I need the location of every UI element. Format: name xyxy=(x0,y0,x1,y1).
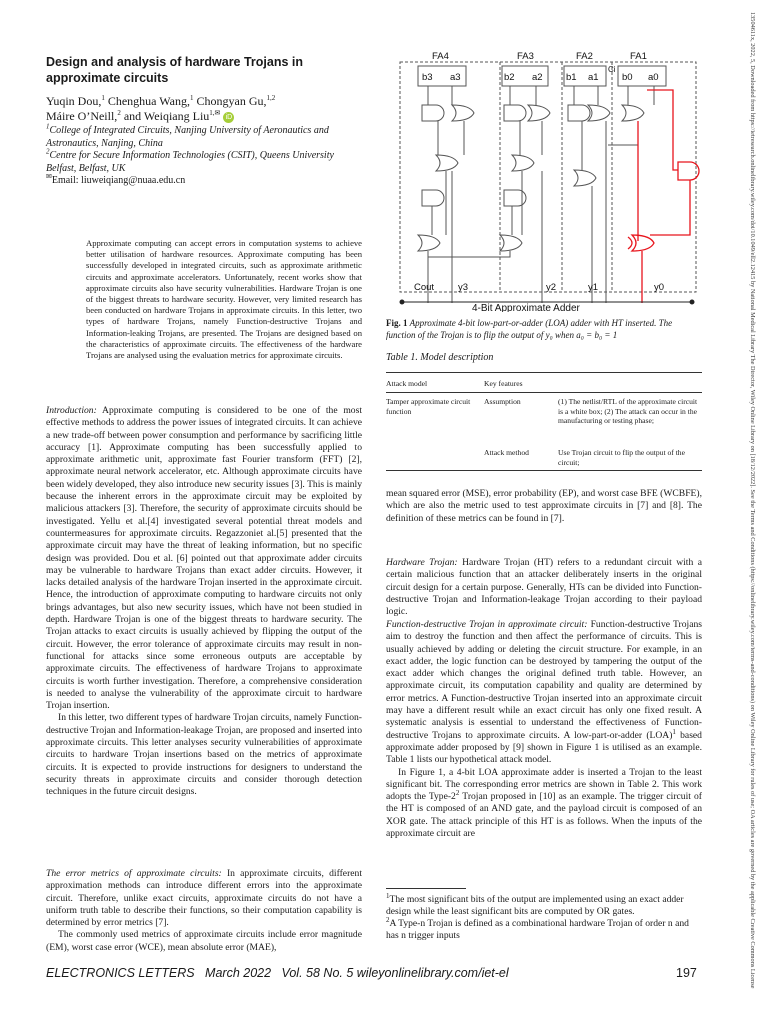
author-wang: Chenghua Wang, xyxy=(104,94,190,108)
input-label: a2 xyxy=(532,72,543,83)
error-metrics-paragraph-2: The commonly used metrics of approximate circuits include error magnitude (EM), worst case error (WCE), mean absolute error (MAE), xyxy=(46,929,362,953)
xor-gate xyxy=(436,155,458,171)
sidebar-text: 13504611x, 2022, 5, Downloaded from https://ietresearch.onlinelibrary.wiley.com/doi/10.1049/ell2.12415 by National Medical Library The Director, Wiley Online Library on [18/12/2022]. See the Terms and Conditions (https://onlinelibrary.wiley.com/terms-and-conditions) on Wiley Online Library for rules of use; OA articles are governed by the applicable Creative Commons License xyxy=(749,12,756,989)
affil-mark: 1 xyxy=(101,94,105,102)
xor-gate xyxy=(512,155,534,171)
section-heading: The error metrics of approximate circuits: xyxy=(46,868,222,879)
affil-mark: 1 xyxy=(189,94,194,102)
footnotes xyxy=(386,891,702,942)
author-dou: Yuqin Dou, xyxy=(46,94,102,108)
email-text[interactable]: Email: liuweiqiang@nuaa.edu.cn xyxy=(51,175,186,186)
footnote-1: $^1$The most significant bits of the output are implemented using an exact adder design while the least significant bits are computed by OR gates. xyxy=(386,891,684,917)
left-column xyxy=(46,405,362,799)
affil-mark: 1,2 xyxy=(266,94,276,102)
trojan-circuit xyxy=(628,90,699,303)
or-gate xyxy=(622,105,644,121)
function-destructive-section: Function-destructive Trojan in approximate circuit: Function-destructive Trojans aim to destroy the function and then affect the performance of circuits. This is usually achieved by adding or deleting the circuit structure. For example, in an exact adder, the logic function can be destroyed by tampering the output of the exact adder which changes the original defined truth table. However, an approximate circuit, its computation capability and quality are determined by error metrics. A Function-destructive Trojan inserted into an approximate circuit may have a different result while an exact circuit has only one fixed result. A systematic analysis is essential to understand the effectiveness of Function-destructive Trojans to approximate circuits. A low-part-or-adder (LOA)$^1$ based approximate adder proposed by [9] shown in Figure 1 is utilised as an example. Table 1 lists our hypothetical attack model. In Figure 1, a 4-bit LOA approximate adder is inserted a Trojan to the least significant bit. The corresponding error metrics are shown in Table 2. This work adopts the Type-$2^2$ Trojan proposed in [10] as an example. The trigger circuit of the HT is composed of an AND gate, and the payload circuit is composed of an XOR gate. The attack principle of this HT is as follows. When the inputs of the approximate circuit are xyxy=(386,619,702,840)
footnote-rule xyxy=(386,888,466,889)
input-label: b3 xyxy=(422,72,433,83)
author-gu: Chongyan Gu, xyxy=(193,94,267,108)
intro-paragraph-2: In this letter, two different types of hardware Trojan circuits, namely Function-destructive Trojan and Information-leakage Trojan, are proposed and inserted into approximate circuits. This letter analyses security vulnerabilities of approximate circuits to hardware Trojan insertions based on the metrics of approximate circuits. It is expected to provide instructions for designers to understand the security threats in approximate circuits and consider thorough detection techniques in the future circuit designs. xyxy=(46,712,362,798)
table-cell: Use Trojan circuit to flip the output of the circuit; xyxy=(558,448,685,467)
adder-label: 4-Bit Approximate Adder xyxy=(472,303,580,312)
xor-gate xyxy=(528,105,550,121)
affil-mark: 1,✉ xyxy=(209,109,221,117)
or-gate xyxy=(418,235,440,251)
xor-gate xyxy=(588,105,610,121)
output-label: y0 xyxy=(654,282,665,293)
input-label: a3 xyxy=(450,72,461,83)
output-label: Cout xyxy=(414,282,435,293)
orcid-icon[interactable]: iD xyxy=(223,112,234,123)
trojan-and-gate xyxy=(655,90,699,180)
and-gate xyxy=(504,190,526,206)
hardware-trojan-paragraph: Hardware Trojan: Hardware Trojan (HT) refers to a redundant circuit with a certain malicious function that an attacker deliberately inserts in the original circuit design for a certain purpose. Generally, HTs can be divided into Function-destructive Trojan and Information-leakage Trojan according to their payload logic. xyxy=(386,557,702,618)
xor-gate xyxy=(452,105,474,121)
fa-label: FA4 xyxy=(432,51,449,62)
figure-caption: Fig. 1 Approximate 4-bit low-part-or-adder (LOA) adder with HT inserted. The function of the Trojan is to flip the output of y₀ when a₀ = b₀ = 1 xyxy=(386,318,673,340)
carry-in-label: Ci xyxy=(608,65,616,74)
and-gate xyxy=(568,105,590,121)
metrics-paragraph: mean squared error (MSE), error probability (EP), and worst case BFE (WCBFE), which are also the metric used to test approximate circuits in [7] and [8]. The definition of these metrics can be found in [7]. xyxy=(386,488,702,524)
author-liu: and Weiqiang Liu xyxy=(120,109,210,123)
and-gate xyxy=(504,105,526,121)
table-cell: Assumption xyxy=(484,397,521,406)
input-label: b0 xyxy=(622,72,633,83)
output-label: y2 xyxy=(546,282,557,293)
abstract: Approximate computing can accept errors in computation systems to achieve better utilisation of hardware resources. Approximate computing has been successfully developed in integrated circuits, such as approximate arithmetic circuits and approximate accelerators. Unfortunately, recent works show that approximate circuits also have security vulnerabilities. Hardware Trojan is one of the biggest threats to hardware security. However, very limited research has been conducted on hardware Trojans in approximate circuits. In this letter, two types of hardware Trojans, namely Function-destructive Trojans and Information-leaking Trojans, are presented. The Trojans are designed based on the characteristics of approximate circuits. The effectiveness of the hardware Trojans are analysed using the evaluation metrics for approximate circuits. xyxy=(86,238,362,361)
fa-label: FA2 xyxy=(576,51,593,62)
intro-paragraph: Introduction: Approximate computing is considered to be one of the most effective methods to address the power issues of integrated circuits. It can achieve a new trade-off between power consumption and performance by sacrificing little accuracy [1]. Approximate computing has been successfully applied to approximate arithmetic unit, approximate fast Fourier transform (FFT) [2], approximate neural network accelerator, etc. Although approximate circuits have been widely developed, they also introduce new security issues [3]. This is mainly because the inherent errors in the approximate circuit may be exploited by malicious attackers [3]. Therefore, the security of approximate circuits should be investigated. Yellu et al.[4] investigated several potential threat models and countermeasures for approximate circuits. Regazzoniet al.[5] presented that the approximate circuit may have the threat of leaking information, but no specific design was provided. Dou et al. [6] pointed out that approximate adder circuits may be vulnerable to hardware Trojans than exact adder circuits. However, it lacks detailed analysis of the hardware Trojan inserted in the approximate circuit. Hence, the introduction of approximate computing to hardware circuits not only brings advantages, but also new security issues, which have not been studied in depth. Hardware Trojan is one of the biggest threats to hardware security. The Trojan attacks to exact circuits is usually achieved by flipping the output of the circuit. However, the error tolerance of approximate circuits may result in non-functional for attacks since some erroneous outputs are acceptable by approximate circuits. The effectiveness of hardware Trojans to approximate circuits is worth further investigation. Therefore, a comprehensive consideration is needed to analyse the vulnerability of the approximate circuit to hardware Trojan insertion. xyxy=(46,405,362,712)
or-gate xyxy=(574,170,596,186)
affiliation-2: $^2$Centre for Secure Information Technologies (CSIT), Queens University Belfast, Belfast, UK xyxy=(46,147,334,174)
table-header-cell: Attack model xyxy=(386,379,428,388)
section-heading: Function-destructive Trojan in approximate circuit: xyxy=(386,619,588,630)
table-cell: (1) The netlist/RTL of the approximate circuit is a white box; (2) The attack can occur in the manufacturing or testing phase; xyxy=(558,397,698,426)
trojan-xor-gate xyxy=(628,237,632,249)
input-label: b1 xyxy=(566,72,577,83)
table-cell: Attack method xyxy=(484,448,529,457)
input-label: a0 xyxy=(648,72,659,83)
download-sidebar xyxy=(744,12,758,1012)
page-number: 197 xyxy=(676,966,697,980)
figure-1-circuit xyxy=(392,50,704,312)
trojan-xor-gate xyxy=(632,235,654,251)
email-line xyxy=(46,172,366,188)
author-oneill: Máire O’Neill, xyxy=(46,109,118,123)
section-heading: Introduction: xyxy=(46,405,97,416)
table-cell: Tamper approximate circuit function xyxy=(386,397,471,416)
fa-label: FA3 xyxy=(517,51,534,62)
fa-label: FA1 xyxy=(630,51,647,62)
output-label: y1 xyxy=(588,282,599,293)
output-label: y3 xyxy=(458,282,469,293)
or-gate xyxy=(500,235,522,251)
error-metrics-paragraph: The error metrics of approximate circuits: In approximate circuits, different approximation methods can introduce different errors into the approximate circuit. Therefore, unlike exact circuits, approximate circuits do not have a uniform truth table to describe their functions, so their computation capability is determined by error metrics [7]. xyxy=(46,868,362,929)
footnote-2: $^2$A Type-n Trojan is defined as a combinational hardware Trojan of order n and has n trigger inputs xyxy=(386,915,689,941)
input-label: a1 xyxy=(588,72,599,83)
and-gate xyxy=(422,105,444,121)
trojan-wire xyxy=(650,180,690,235)
input-label: b2 xyxy=(504,72,515,83)
envelope-icon: ✉ xyxy=(46,172,52,181)
trojan-wire xyxy=(647,90,678,170)
section-heading: Hardware Trojan: xyxy=(386,557,458,568)
author-list xyxy=(46,94,366,124)
affiliation-1: $^1$College of Integrated Circuits, Nanjing University of Aeronautics and Astronautics, Nanjing, China xyxy=(46,122,329,149)
and-gate xyxy=(422,190,444,206)
paper-title: Design and analysis of hardware Trojans in approximate circuits xyxy=(46,55,304,85)
affil-mark: 2 xyxy=(117,109,121,117)
affiliations xyxy=(46,122,366,188)
journal-footer: ELECTRONICS LETTERS March 2022 Vol. 58 No. 5 wileyonlinelibrary.com/iet-el xyxy=(46,966,509,980)
left-column-bottom xyxy=(46,868,362,954)
table-header-cell: Key features xyxy=(484,379,523,388)
table-title: Table 1. Model description xyxy=(386,352,494,363)
